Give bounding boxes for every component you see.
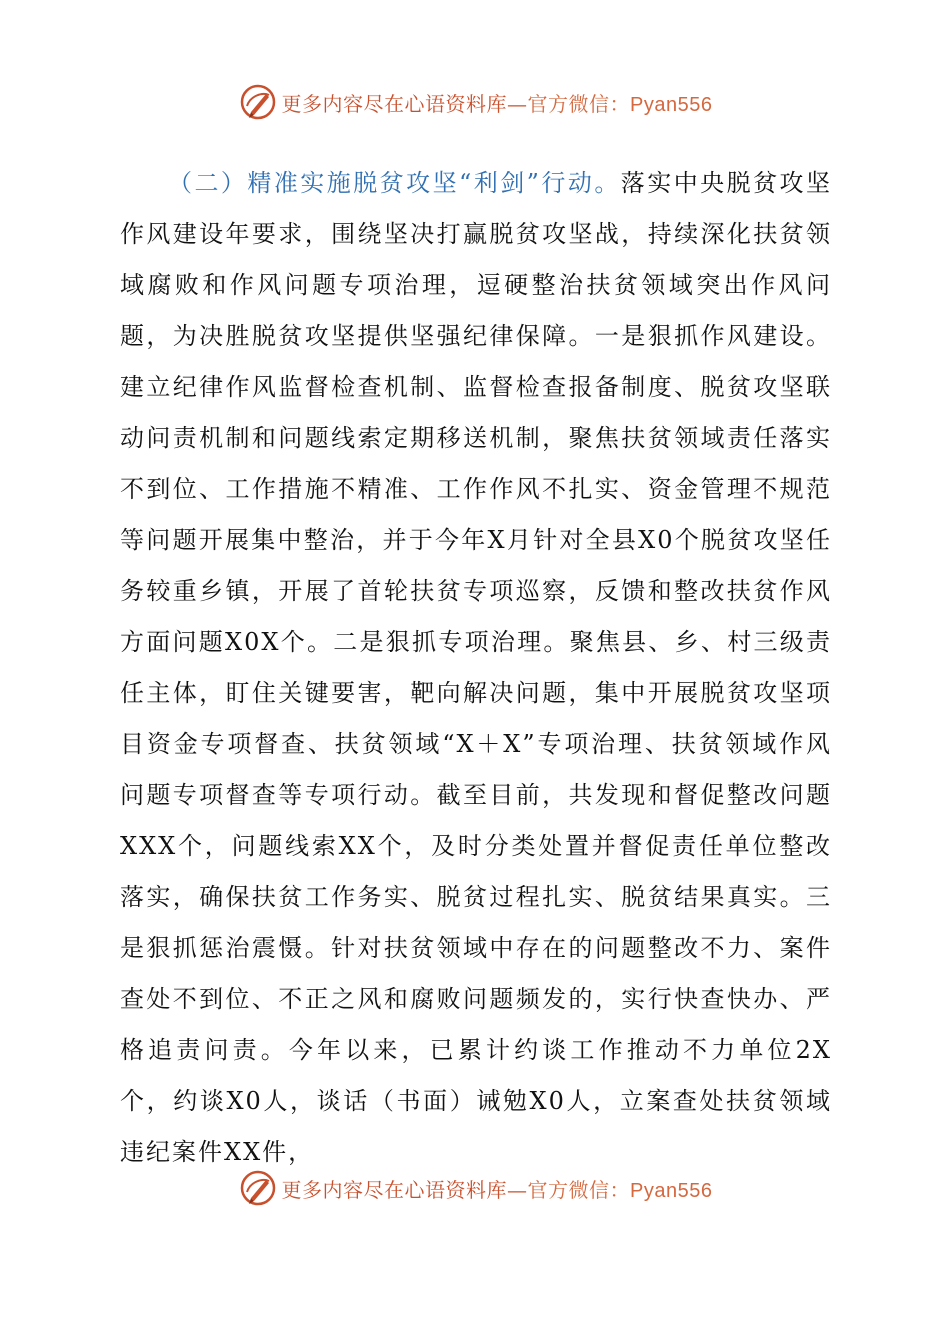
watermark-wechat-id: Pyan556 [630,93,713,116]
document-body [120,158,832,1178]
watermark-site-text: 更多内容尽在心语资料库 [281,91,508,116]
watermark-banner-bottom [0,1166,950,1210]
pen-logo-icon [238,82,278,122]
watermark-separator: — [507,1177,528,1202]
watermark-wechat-label: 官方微信： [527,91,631,116]
watermark-banner-top [0,80,950,124]
section-paragraph [120,158,832,1178]
watermark-site-text: 更多内容尽在心语资料库 [281,1177,508,1202]
watermark-wechat-label: 官方微信： [527,1177,631,1202]
watermark-banner-inner [238,82,713,122]
pen-logo-icon [238,1168,278,1208]
section-heading: （二）精准实施脱贫攻坚“利剑”行动。 [168,169,621,197]
watermark-banner-inner [238,1168,713,1208]
watermark-wechat-id: Pyan556 [630,1179,713,1202]
watermark-separator: — [507,91,528,116]
watermark-text [282,88,713,117]
watermark-text [282,1174,713,1203]
section-body-text: 落实中央脱贫攻坚作风建设年要求，围绕坚决打赢脱贫攻坚战，持续深化扶贫领域腐败和作风问题专项治理，逗硬整治扶贫领域突出作风问题，为决胜脱贫攻坚提供坚强纪律保障。一是狠抓作风建设。建立纪律作风监督检查机制、监督检查报备制度、脱贫攻坚联动问责机制和问题线索定期移送机制，聚焦扶贫领域责任落实不到位、工作措施不精准、工作作风不扎实、资金管理不规范等问题开展集中整治，并于今年X月针对全县X0个脱贫攻坚任务较重乡镇，开展了首轮扶贫专项巡察，反馈和整改扶贫作风方面问题X0X个。二是狠抓专项治理。聚焦县、乡、村三级责任主体，盯住关键要害，靶向解决问题，集中开展脱贫攻坚项目资金专项督查、扶贫领域“X＋X”专项治理、扶贫领域作风问题专项督查等专项行动。截至目前，共发现和督促整改问题XXX个，问题线索XX个，及时分类处置并督促责任单位整改落实，确保扶贫工作务实、脱贫过程扎实、脱贫结果真实。三是狠抓惩治震慑。针对扶贫领域中存在的问题整改不力、案件查处不到位、不正之风和腐败问题频发的，实行快查快办、严格追责问责。今年以来，已累计约谈工作推动不力单位2X个，约谈X0人，谈话（书面）诫勉X0人，立案查处扶贫领域违纪案件XX件， [120,169,833,1166]
